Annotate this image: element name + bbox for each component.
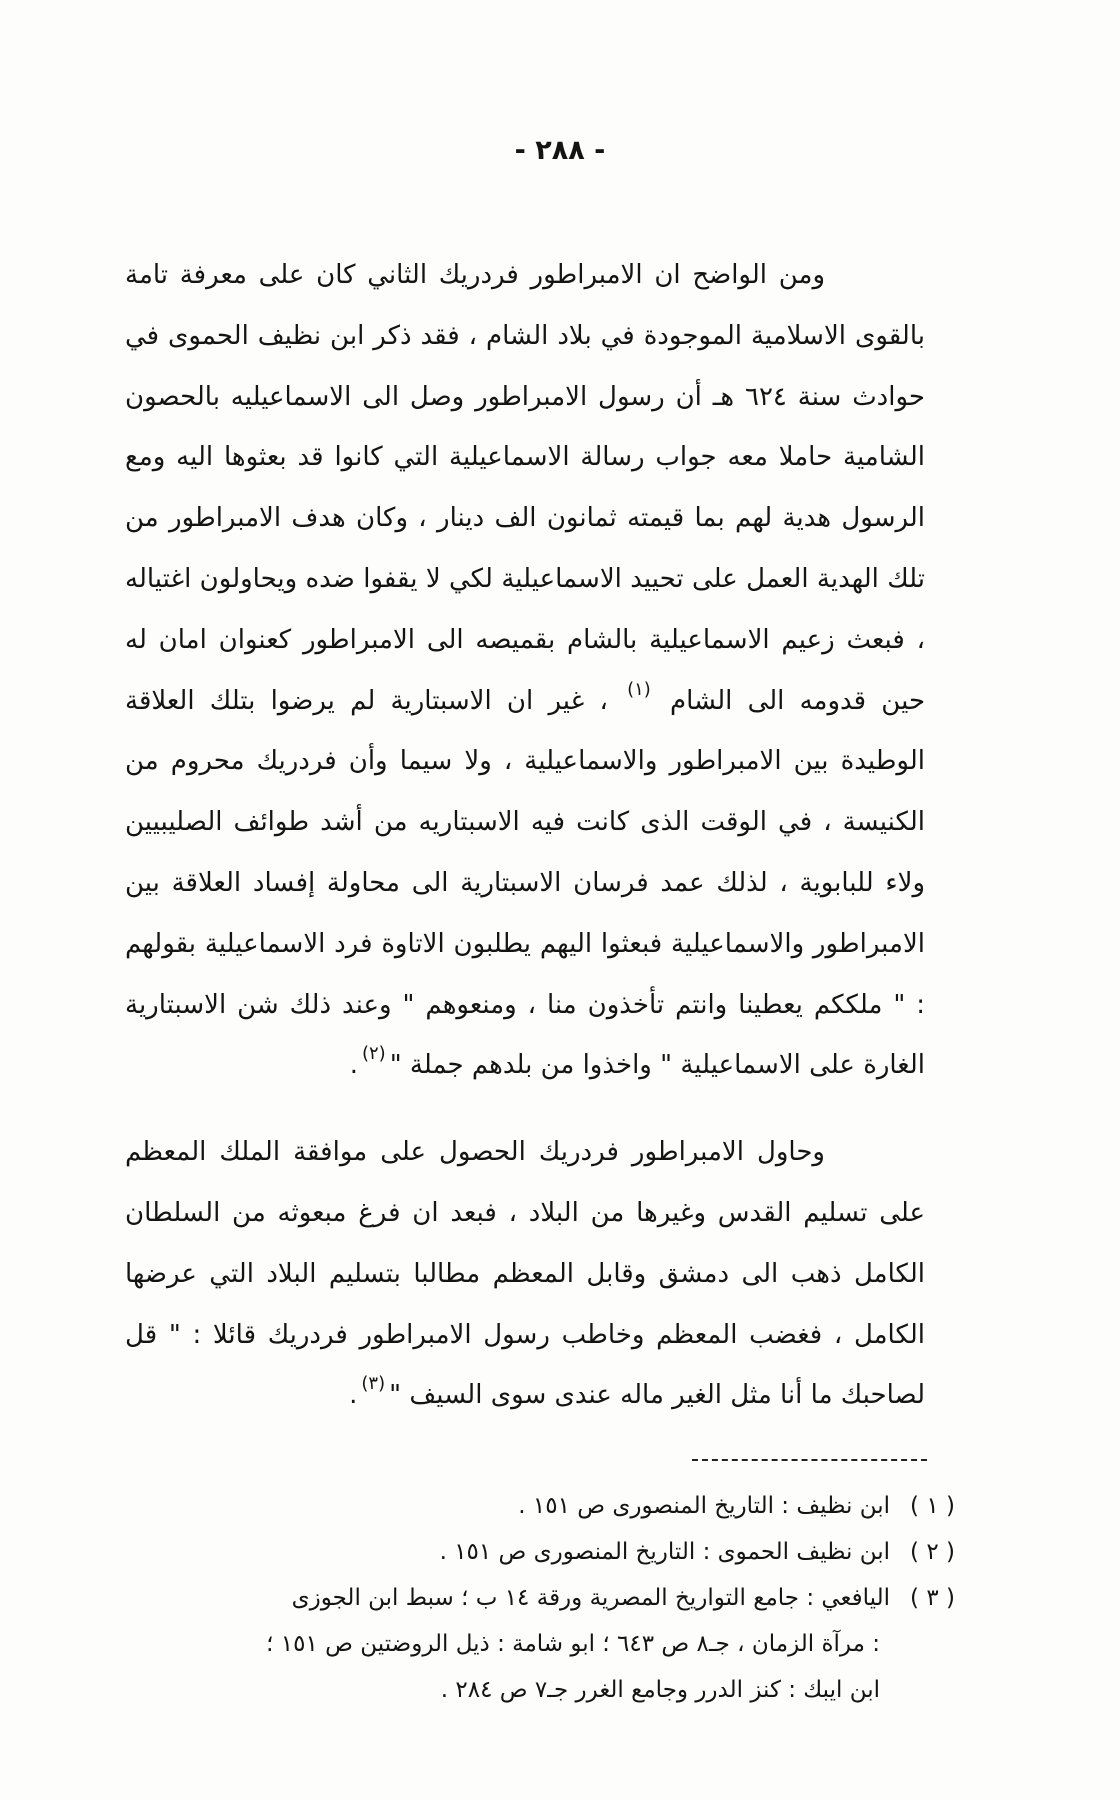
footnote-ref-2: (٢) [361, 1043, 386, 1065]
paragraph-1-end: . [349, 1050, 358, 1081]
footnote-separator [692, 1459, 927, 1461]
paragraph-2-end: . [349, 1380, 358, 1411]
body-text [125, 245, 925, 1426]
footnote-1 [100, 1483, 960, 1529]
footnote-text: اليافعي : جامع التواريخ المصرية ورقة ١٤ ب ؛ سبط ابن الجوزى [291, 1585, 890, 1611]
footnote-text-continued: : مرآة الزمان ، جـ٨ ص ٦٤٣ ؛ ابو شامة : ذيل الروضتين ص ١٥١ ؛ [266, 1631, 880, 1657]
footnote-text-continued: ابن ايبك : كنز الدرر وجامع الغرر جـ٧ ص ٢٨٤ . [440, 1677, 880, 1703]
footnote-number: ( ١ ) [910, 1493, 955, 1519]
footnotes [100, 1483, 960, 1713]
footnote-ref-3: (٣) [361, 1373, 386, 1395]
footnote-ref-1: (١) [627, 678, 651, 700]
footnote-text: ابن نظيف الحموى : التاريخ المنصورى ص ١٥١ . [439, 1539, 890, 1565]
footnote-2 [100, 1529, 960, 1575]
footnote-3 [100, 1575, 960, 1713]
footnote-number: ( ٣ ) [910, 1585, 955, 1611]
paragraph-2-text: وحاول الامبراطور فردريك الحصول على موافقة الملك المعظم على تسليم القدس وغيرها من البلاد ، فبعد ان فرغ مبعوثه من السلطان الكامل ذهب الى دمشق وقابل المعظم مطالبا بتسليم البلاد التي عرضها الكامل ، فغضب المعظم وخاطب رسول الامبراطور فردريك قائلا : " قل لصاحبك ما أنا مثل الغير ماله عندى سوى السيف " [125, 1137, 925, 1411]
footnote-text: ابن نظيف : التاريخ المنصورى ص ١٥١ . [518, 1493, 890, 1519]
footnote-number: ( ٢ ) [910, 1539, 955, 1565]
paragraph-2 [125, 1122, 925, 1426]
paragraph-1-text: ومن الواضح ان الامبراطور فردريك الثاني كان على معرفة تامة بالقوى الاسلامية الموجودة في بلاد الشام ، فقد ذكر ابن نظيف الحموى في حوادث سنة ٦٢٤ هـ أن رسول الامبراطور وصل الى الاسماعيليه بالحصون الشامية حاملا معه جواب رسالة الاسماعيلية التي كانوا قد بعثوها اليه ومع الرسول هدية لهم بما قيمته ثمانون الف دينار ، وكان هدف الامبراطور من تلك الهدية العمل على تحييد الاسماعيلية لكي لا يقفوا ضده ويحاولون اغتياله ، فبعث زعيم الاسماعيلية بالشام بقميصه الى الامبراطور كعنوان امان له حين قدومه الى الشام [125, 260, 926, 716]
paragraph-1 [125, 245, 925, 1096]
page-number: - ٢٨٨ - [514, 135, 606, 166]
paragraph-1-text-continued: ، غير ان الاسبتارية لم يرضوا بتلك العلاقة الوطيدة بين الامبراطور والاسماعيلية ، ولا سيما وأن فردريك محروم من الكنيسة ، في الوقت الذى كانت فيه الاسبتاريه من أشد طوائف الصليبيين ولاء للبابوية ، لذلك عمد فرسان الاسبتارية الى محاولة إفساد العلاقة بين الامبراطور والاسماعيلية فبعثوا اليهم يطلبون الاتاوة فرد الاسماعيلية بقولهم : " ملككم يعطينا وانتم تأخذون منا ، ومنعوهم " وعند ذلك شن الاسبتارية الغارة على الاسماعيلية " واخذوا من بلدهم جملة " [125, 685, 925, 1081]
